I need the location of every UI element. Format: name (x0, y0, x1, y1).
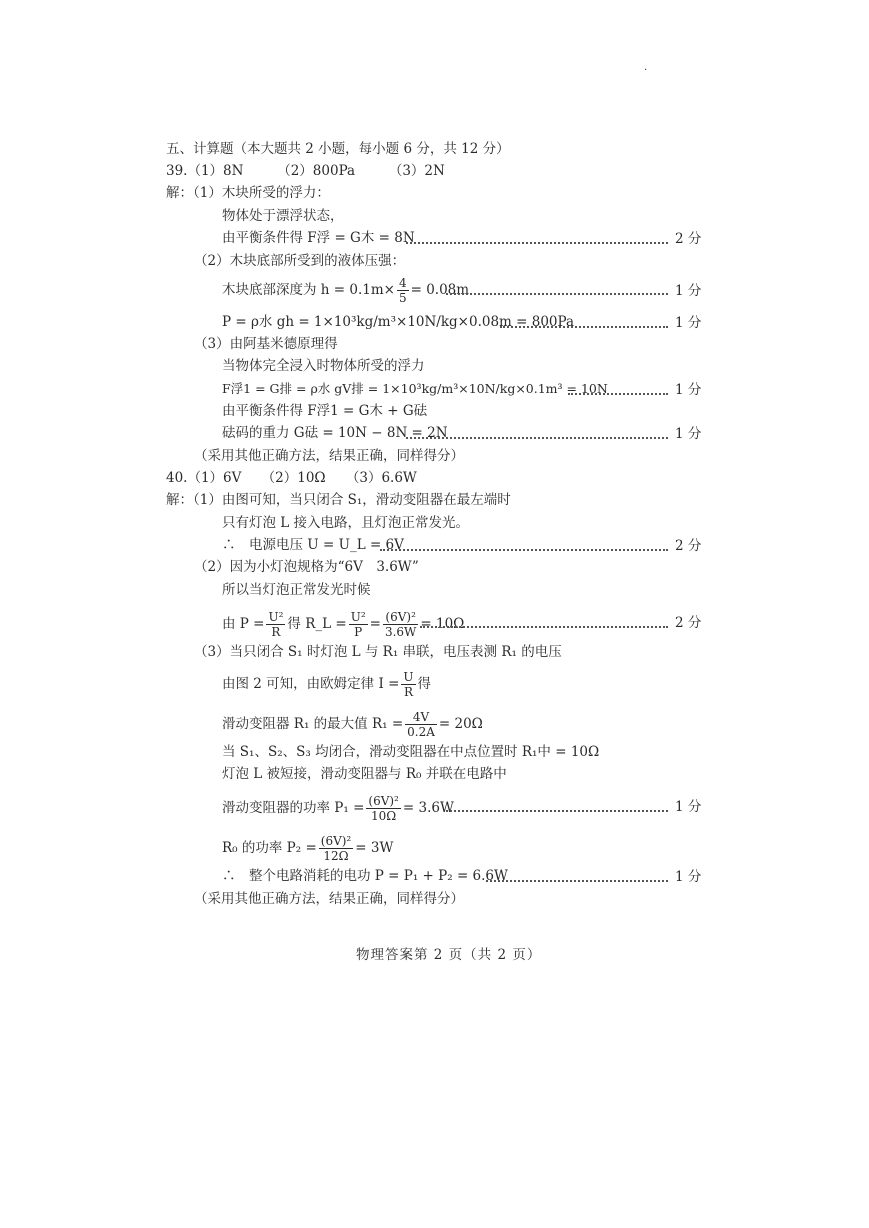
dot-leader (446, 293, 668, 295)
fraction-numerator: U (403, 670, 414, 684)
fraction (383, 610, 418, 639)
q40-note: （采用其他正确方法，结果正确，同样得分） (194, 891, 464, 907)
dot-leader (406, 242, 668, 244)
q40-rheostat-power (222, 794, 454, 823)
q39-solution-line-8: 当物体完全浸入时物体所受的浮力 (222, 358, 425, 374)
formula-text: = 3.6W (402, 800, 454, 816)
formula-text: 由 P = (222, 616, 265, 632)
fraction-denominator: 5 (398, 291, 407, 305)
formula-text: = 0.08m (410, 282, 470, 298)
fraction-denominator: P (354, 625, 363, 639)
q39-solution-line-11: 砝码的重力 G砝 = 10N − 8N = 2N (222, 425, 448, 441)
q39-solution-line-2: 物体处于漂浮状态， (222, 208, 344, 224)
q40-ohm-law (222, 670, 431, 699)
q39-note: （采用其他正确方法，结果正确，同样得分） (194, 448, 464, 464)
dot-leader (420, 626, 668, 628)
dot-leader (568, 393, 668, 395)
fraction (366, 794, 400, 823)
score-label: 1 分 (675, 315, 702, 331)
fraction-denominator: 3.6W (384, 625, 417, 639)
q40-solution-line-11: 灯泡 L 被短接，滑动变阻器与 R₀ 并联在电路中 (222, 766, 507, 782)
fraction (397, 276, 409, 305)
formula-text: 滑动变阻器的功率 P₁ = (222, 800, 365, 816)
fraction (405, 710, 437, 739)
dot-leader (486, 880, 668, 882)
formula-text: = 20Ω (438, 716, 483, 732)
fraction (401, 670, 415, 699)
fraction-denominator: R (271, 625, 281, 639)
formula-text: 木块底部深度为 h = 0.1m× (222, 282, 395, 298)
dot-leader (406, 437, 668, 439)
q39-answers: 39.（1）8N （2）800Pa （3）2N (166, 163, 445, 179)
fraction-numerator: (6V)² (320, 834, 352, 848)
q40-max-resistance (222, 710, 483, 739)
page-footer: 物理答案第 2 页（共 2 页） (356, 947, 542, 963)
q39-depth-formula (222, 276, 469, 305)
score-label: 2 分 (675, 231, 702, 247)
q40-solution-line-5: 所以当灯泡正常发光时候 (222, 582, 371, 598)
formula-text: 由图 2 可知，由欧姆定律 I = (222, 676, 400, 692)
fraction (266, 610, 285, 639)
q40-solution-line-14: ∴ 整个电路消耗的电功 P = P₁ + P₂ = 6.6W (222, 868, 508, 884)
fraction-numerator: U² (268, 610, 284, 624)
header-mark: . (644, 62, 648, 73)
q39-solution-line-3: 由平衡条件得 F浮 = G木 = 8N (222, 230, 415, 246)
q39-solution-line-4: （2）木块底部所受到的液体压强： (194, 253, 406, 269)
fraction-numerator: (6V)² (368, 794, 399, 808)
q40-power-formula (222, 610, 464, 639)
dot-leader (500, 326, 668, 328)
fraction-numerator: 4 (398, 276, 407, 290)
q39-solution-line-7: （3）由阿基米德原理得 (194, 336, 338, 352)
q39-solution-line-6: P = ρ水 gh = 1×10³kg/m³×10N/kg×0.08m = 800Pa (222, 314, 575, 330)
fraction-denominator: 10Ω (371, 809, 397, 823)
score-label: 1 分 (675, 283, 702, 299)
q40-solution-line-3: ∴ 电源电压 U = U_L = 6V (222, 537, 404, 553)
score-label: 1 分 (675, 799, 702, 815)
formula-text: = (369, 616, 381, 632)
q40-solution-line-1: 解：（1）由图可知，当只闭合 S₁，滑动变阻器在最左端时 (166, 492, 511, 508)
score-label: 1 分 (675, 869, 702, 885)
score-label: 2 分 (675, 615, 702, 631)
q39-solution-line-1: 解：（1）木块所受的浮力： (166, 185, 330, 201)
q40-answers: 40.（1）6V （2）10Ω （3）6.6W (166, 470, 417, 486)
formula-text: 得 (417, 676, 432, 692)
fraction-denominator: 0.2A (407, 725, 435, 739)
formula-text: = 3W (355, 840, 394, 856)
dot-leader (380, 549, 668, 551)
formula-text: 滑动变阻器 R₁ 的最大值 R₁ = (222, 716, 404, 732)
fraction-denominator: R (403, 685, 413, 699)
q40-solution-line-10: 当 S₁、S₂、S₃ 均闭合，滑动变阻器在中点位置时 R₁中 = 10Ω (222, 744, 600, 760)
fraction (349, 610, 368, 639)
formula-text: = 10Ω (420, 616, 465, 632)
section-title: 五、计算题（本大题共 2 小题，每小题 6 分，共 12 分） (166, 141, 510, 157)
fraction-numerator: 4V (405, 710, 437, 725)
formula-text: 得 R_L = (287, 616, 347, 632)
q40-r0-power (222, 834, 393, 863)
fraction-numerator: (6V)² (383, 610, 418, 625)
q40-solution-line-7: （3）当只闭合 S₁ 时灯泡 L 与 R₁ 串联，电压表测 R₁ 的电压 (194, 644, 562, 660)
q39-solution-line-10: 由平衡条件得 F浮1 = G木 + G砝 (222, 403, 428, 419)
score-label: 1 分 (675, 382, 702, 398)
formula-text: R₀ 的功率 P₂ = (222, 840, 317, 856)
fraction-denominator: 12Ω (323, 849, 349, 863)
score-label: 2 分 (675, 538, 702, 554)
fraction (319, 834, 353, 863)
score-label: 1 分 (675, 426, 702, 442)
dot-leader (446, 810, 668, 812)
fraction-numerator: U² (350, 610, 366, 624)
q39-solution-line-9: F浮1 = G排 = ρ水 gV排 = 1×10³kg/m³×10N/kg×0.1m³ = 10N (222, 381, 608, 396)
q40-solution-line-2: 只有灯泡 L 接入电路，且灯泡正常发光。 (222, 515, 470, 531)
q40-solution-line-4: （2）因为小灯泡规格为“6V 3.6W” (194, 559, 419, 575)
